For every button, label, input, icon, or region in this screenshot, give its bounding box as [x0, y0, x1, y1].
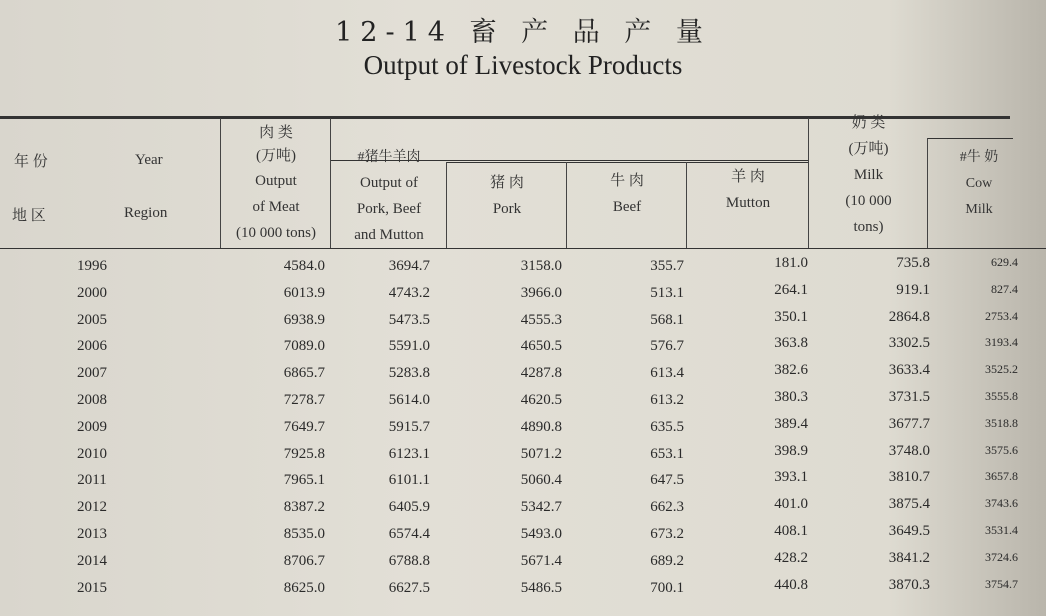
meat-cell: 8387.2	[283, 499, 325, 516]
header-milk-line: Milk	[853, 167, 884, 183]
cow-milk-cell: 3657.8	[985, 469, 1018, 484]
cow-milk-cell: 3575.6	[985, 442, 1018, 457]
mutton-cell: 440.8	[774, 576, 808, 593]
table-title-chinese: 12-14 畜 产 品 产 量	[335, 17, 711, 48]
pork-beef-mutton-cell: 6574.4	[388, 526, 430, 542]
year-cell: 2012	[77, 499, 107, 516]
header-beef-line: Beef	[612, 199, 642, 215]
pork-beef-mutton-cell: 6123.1	[388, 445, 430, 462]
milk-cell: 3875.4	[888, 496, 930, 513]
cow-milk-cell: 3525.2	[985, 362, 1018, 377]
cow-milk-cell: 3724.6	[985, 549, 1018, 564]
meat-cell: 8706.7	[283, 552, 325, 569]
table-row	[0, 576, 1046, 606]
cow-milk-cell: 3518.8	[985, 415, 1018, 430]
header-meat	[222, 122, 330, 246]
year-cell: 2000	[77, 284, 107, 301]
header-pork-beef-mutton	[332, 146, 446, 248]
header-mutton	[688, 164, 808, 216]
header-meat-line: Output	[255, 173, 297, 189]
mutton-cell: 408.1	[774, 523, 808, 539]
cow-milk-cell: 3193.4	[985, 335, 1018, 350]
pork-cell: 5060.4	[520, 472, 562, 489]
meat-cell: 6865.7	[283, 365, 325, 382]
meat-cell: 7278.7	[283, 392, 325, 408]
header-milk-line: 奶 类	[851, 115, 886, 131]
meat-cell: 4584.0	[283, 258, 325, 274]
mutton-cell: 428.2	[774, 549, 808, 566]
meat-cell: 7965.1	[283, 472, 325, 489]
milk-cell: 3649.5	[888, 523, 930, 539]
header-milk-line: (万吨)	[848, 141, 889, 157]
header-beef-line: 牛 肉	[610, 173, 644, 189]
column-divider	[927, 138, 928, 248]
header-meat-line: (10 000 tons)	[236, 225, 316, 241]
meat-cell: 7089.0	[283, 338, 325, 355]
beef-cell: 689.2	[650, 552, 684, 569]
meat-cell: 6013.9	[283, 284, 325, 301]
header-cow-line: #牛 奶	[959, 150, 999, 165]
column-divider	[446, 162, 447, 248]
mutton-cell: 181.0	[774, 255, 808, 271]
column-divider	[808, 118, 809, 248]
table-row	[0, 415, 1046, 445]
beef-cell: 673.2	[650, 526, 684, 542]
header-region-cn: 地 区	[12, 208, 46, 224]
year-cell: 2005	[77, 311, 107, 328]
header-region-en: Region	[124, 205, 168, 221]
header-pbm-line: #猪牛羊肉	[357, 150, 421, 165]
beef-cell: 355.7	[650, 258, 684, 274]
mutton-cell: 264.1	[774, 281, 808, 298]
header-cow-line: Milk	[965, 202, 993, 217]
milk-cell: 919.1	[896, 281, 930, 298]
milk-cell: 2864.8	[888, 308, 930, 325]
year-cell: 2009	[77, 418, 107, 435]
subheader-rule-2	[446, 162, 808, 163]
header-bottom-rule	[0, 248, 1046, 249]
beef-cell: 700.1	[650, 579, 684, 596]
milk-cell: 3841.2	[888, 549, 930, 566]
pork-cell: 4650.5	[520, 338, 562, 355]
pork-beef-mutton-cell: 6627.5	[388, 579, 430, 596]
meat-cell: 8625.0	[283, 579, 325, 596]
pork-beef-mutton-cell: 3694.7	[388, 258, 430, 274]
pork-beef-mutton-cell: 6405.9	[388, 499, 430, 516]
table-row	[0, 281, 1046, 311]
beef-cell: 613.2	[650, 392, 684, 408]
year-cell: 1996	[77, 258, 107, 274]
milk-subheader-rule	[927, 138, 1013, 139]
pork-cell: 4620.5	[520, 392, 562, 408]
mutton-cell: 401.0	[774, 496, 808, 513]
table-title-english: Output of Livestock Products	[363, 50, 683, 80]
header-year-cn: 年 份	[14, 154, 48, 170]
milk-cell: 3870.3	[888, 576, 930, 593]
pork-cell: 3158.0	[520, 258, 562, 274]
table-row	[0, 335, 1046, 364]
meat-cell: 7649.7	[283, 418, 325, 435]
beef-cell: 635.5	[650, 418, 684, 435]
header-meat-line: 肉 类	[259, 125, 293, 141]
table-row	[0, 389, 1046, 418]
pork-cell: 3966.0	[520, 284, 562, 301]
meat-cell: 6938.9	[283, 311, 325, 328]
cow-milk-cell: 827.4	[991, 281, 1018, 296]
table-row	[0, 523, 1046, 552]
column-divider	[330, 118, 331, 248]
milk-cell: 3748.0	[888, 442, 930, 459]
table-row	[0, 255, 1046, 284]
pork-beef-mutton-cell: 5591.0	[388, 338, 430, 355]
year-cell: 2014	[77, 552, 107, 569]
pork-cell: 5486.5	[520, 579, 562, 596]
cow-milk-cell: 629.4	[991, 255, 1018, 269]
mutton-cell: 363.8	[774, 335, 808, 352]
pork-cell: 5493.0	[520, 526, 562, 542]
mutton-cell: 398.9	[774, 442, 808, 459]
beef-cell: 613.4	[650, 365, 684, 382]
table-row	[0, 496, 1046, 525]
header-meat-line: of Meat	[252, 199, 300, 215]
table-row	[0, 362, 1046, 391]
mutton-cell: 393.1	[774, 469, 808, 486]
meat-cell: 8535.0	[283, 526, 325, 542]
header-meat-line: (万吨)	[256, 148, 296, 164]
header-pork-line: 猪 肉	[490, 175, 524, 191]
meat-cell: 7925.8	[283, 445, 325, 462]
cow-milk-cell: 3743.6	[985, 496, 1018, 511]
year-cell: 2008	[77, 392, 107, 408]
pork-beef-mutton-cell: 5473.5	[388, 311, 430, 328]
mutton-cell: 389.4	[774, 415, 808, 432]
column-divider	[220, 118, 221, 248]
milk-cell: 3731.5	[888, 389, 930, 405]
header-mutton-line: Mutton	[725, 195, 771, 211]
pork-cell: 4555.3	[520, 311, 562, 328]
cow-milk-cell: 3555.8	[985, 389, 1018, 403]
beef-cell: 647.5	[650, 472, 684, 489]
header-pbm-line: Output of	[360, 175, 418, 191]
header-beef	[568, 168, 686, 220]
header-year-en: Year	[135, 152, 163, 168]
pork-beef-mutton-cell: 4743.2	[388, 284, 430, 301]
milk-cell: 3633.4	[888, 362, 930, 379]
pork-beef-mutton-cell: 5915.7	[388, 418, 430, 435]
cow-milk-cell: 3754.7	[985, 576, 1018, 591]
header-pork	[448, 170, 566, 222]
pork-beef-mutton-cell: 5283.8	[388, 365, 430, 382]
mutton-cell: 382.6	[774, 362, 808, 379]
year-cell: 2007	[77, 365, 107, 382]
beef-cell: 576.7	[650, 338, 684, 355]
year-cell: 2006	[77, 338, 107, 355]
pork-cell: 4890.8	[520, 418, 562, 435]
year-cell: 2011	[77, 472, 107, 489]
pork-cell: 4287.8	[520, 365, 562, 382]
beef-cell: 662.3	[650, 499, 684, 516]
header-mutton-line: 羊 肉	[731, 169, 765, 185]
header-cow-milk	[929, 145, 1029, 223]
header-pbm-line: Pork, Beef	[356, 201, 422, 217]
header-milk	[810, 110, 927, 240]
table-row	[0, 308, 1046, 338]
pork-beef-mutton-cell: 6101.1	[388, 472, 430, 489]
pork-beef-mutton-cell: 6788.8	[388, 552, 430, 569]
pork-cell: 5671.4	[520, 552, 562, 569]
header-milk-line: (10 000	[845, 193, 892, 209]
milk-cell: 3810.7	[888, 469, 930, 486]
beef-cell: 568.1	[650, 311, 684, 328]
cow-milk-cell: 2753.4	[985, 308, 1018, 323]
column-divider	[686, 162, 687, 248]
header-cow-line: Cow	[965, 176, 993, 191]
table-row	[0, 469, 1046, 498]
header-pork-line: Pork	[492, 201, 522, 217]
year-cell: 2013	[77, 526, 107, 542]
pork-beef-mutton-cell: 5614.0	[388, 392, 430, 408]
beef-cell: 513.1	[650, 284, 684, 301]
year-cell: 2015	[77, 579, 107, 596]
header-pbm-line: and Mutton	[354, 227, 424, 243]
milk-cell: 3677.7	[888, 415, 930, 432]
cow-milk-cell: 3531.4	[985, 523, 1018, 537]
beef-cell: 653.1	[650, 445, 684, 462]
pork-cell: 5342.7	[520, 499, 562, 516]
header-milk-line: tons)	[853, 219, 884, 235]
pork-cell: 5071.2	[520, 445, 562, 462]
milk-cell: 3302.5	[888, 335, 930, 352]
milk-cell: 735.8	[896, 255, 930, 271]
year-cell: 2010	[77, 445, 107, 462]
mutton-cell: 350.1	[774, 308, 808, 325]
table-row	[0, 442, 1046, 472]
column-divider	[566, 162, 567, 248]
table-row	[0, 549, 1046, 579]
mutton-cell: 380.3	[774, 389, 808, 405]
